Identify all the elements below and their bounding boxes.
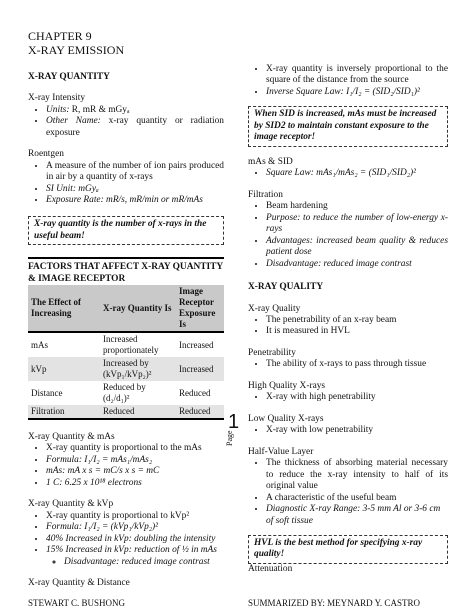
factors-heading: FACTORS THAT AFFECT X-RAY QUANTITY & IMAGE RECEPTOR bbox=[28, 257, 224, 285]
list-item: • X-ray quantity is proportional to kVp² bbox=[46, 511, 224, 522]
table-cell: Increased bbox=[179, 339, 214, 350]
list-item: • A characteristic of the useful beam bbox=[266, 493, 448, 504]
chapter-title: X-RAY EMISSION bbox=[28, 43, 125, 58]
table-cell: kVp bbox=[28, 357, 100, 381]
table-cell: Increased proportionately bbox=[103, 334, 159, 356]
roentgen-label: Roentgen bbox=[28, 149, 64, 160]
xray-quality-heading: X-RAY QUALITY bbox=[248, 282, 324, 293]
mas-sid-label: mAs & SID bbox=[248, 156, 293, 167]
table-row bbox=[28, 357, 224, 381]
footer-summarizer: SUMMARIZED BY: MEYNARD Y. CASTRO bbox=[248, 598, 420, 608]
roentgen-list bbox=[28, 161, 224, 207]
high-quality-list bbox=[248, 392, 448, 403]
list-item: ◦ Disadvantage: reduced image contrast bbox=[64, 557, 224, 568]
hvl-label: Half-Value Layer bbox=[248, 446, 314, 457]
list-item: • X-ray quantity is inversely proportional to the square of the distance from the source bbox=[266, 64, 448, 87]
page-label: Page bbox=[225, 430, 234, 446]
table-row bbox=[28, 381, 224, 405]
kvp-list bbox=[28, 511, 224, 568]
list-item: • The penetrability of an x-ray beam bbox=[266, 315, 448, 326]
table-cell: Reduced bbox=[100, 405, 176, 419]
table-cell: Reduced bbox=[176, 405, 224, 419]
table-row bbox=[28, 332, 224, 357]
table-cell: mAs bbox=[31, 339, 49, 350]
list-item: • Exposure Rate: mR/s, mR/min or mR/mAs bbox=[46, 195, 224, 206]
list-item: • mAs: mA x s = mC/s x s = mC bbox=[46, 466, 224, 477]
list-item: • Diagnostic X-ray Range: 3-5 mm Al or 3-6 cm of soft tissue bbox=[266, 504, 448, 527]
mas-list bbox=[28, 443, 224, 489]
list-item: • Beam hardening bbox=[266, 201, 448, 212]
list-item: • It is measured in HVL bbox=[266, 326, 448, 337]
low-quality-label: Low Quality X-rays bbox=[248, 413, 324, 424]
chapter-number: CHAPTER 9 bbox=[28, 29, 92, 43]
penetrability-list bbox=[248, 359, 448, 370]
table-header-row bbox=[28, 285, 224, 332]
list-item: • Square Law: mAs₁/mAs₂ = (SID₁/SID₂)² bbox=[266, 168, 448, 179]
filtration-label: Filtration bbox=[248, 189, 283, 200]
list-item: • 15% Increased in kVp: reduction of ½ in mAs ◦ Disadvantage: reduced image contrast bbox=[46, 545, 224, 568]
column-header: X-ray Quantity Is bbox=[100, 285, 176, 332]
table-cell: Increased bbox=[176, 357, 224, 381]
left-column bbox=[28, 0, 224, 590]
kvp-section-label: X-ray Quantity & kVp bbox=[28, 499, 114, 510]
list-item: • X-ray quantity is proportional to the mAs bbox=[46, 443, 224, 454]
list-item: • The ability of x-rays to pass through tissue bbox=[266, 359, 448, 370]
column-header: The Effect of Increasing bbox=[28, 285, 100, 332]
quality-label: X-ray Quality bbox=[248, 303, 301, 314]
list-item: • Formula: I₁/I₂ = mAs₁/mAs₂ bbox=[46, 455, 224, 466]
table-cell: Reduced bbox=[179, 387, 211, 398]
column-header: Image Receptor Exposure Is bbox=[176, 285, 224, 332]
mas-sid-list bbox=[248, 168, 448, 179]
sid-callout: When SID is increased, mAs must be increased by SID2 to maintain constant exposure to the image receptor! bbox=[248, 106, 448, 146]
list-item: • 40% Increased in kVp: doubling the intensity bbox=[46, 534, 224, 545]
attenuation-label: Attenuation bbox=[248, 563, 293, 574]
list-item: • Other Name: x-ray quantity or radiation exposure bbox=[46, 116, 224, 139]
quantity-callout: X-ray quantity is the number of x-rays in the useful beam! bbox=[28, 216, 224, 245]
table-cell: Distance bbox=[31, 387, 63, 398]
list-item: • 1 C: 6.25 x 10¹⁸ electrons bbox=[46, 478, 224, 489]
list-item: • Inverse Square Law: I₁/I₂ = (SID₂/SID₁)² bbox=[266, 87, 448, 98]
list-item: • Disadvantage: reduced image contrast bbox=[266, 259, 448, 270]
filtration-list bbox=[248, 201, 448, 270]
page-number: 1 bbox=[228, 411, 240, 433]
quality-list bbox=[248, 315, 448, 338]
list-item: • X-ray with high penetrability bbox=[266, 392, 448, 403]
table-cell: Increased by (kVp₁/kVp₂)² bbox=[100, 357, 176, 381]
hvl-callout: HVL is the best method for specifying x-ray quality! bbox=[248, 535, 448, 564]
list-item: • X-ray with low penetrability bbox=[266, 425, 448, 436]
isl-list bbox=[248, 64, 448, 98]
table-cell: Filtration bbox=[28, 405, 100, 419]
distance-section-label: X-ray Quantity & Distance bbox=[28, 578, 130, 589]
intensity-list bbox=[28, 105, 224, 139]
table-row bbox=[28, 405, 224, 419]
table-cell: Reduced by (d₂/d₁)² bbox=[103, 382, 146, 404]
footer-author: STEWART C. BUSHONG bbox=[28, 598, 126, 608]
list-item: • Advantages: increased beam quality & reduces patient dose bbox=[266, 236, 448, 259]
hvl-list bbox=[248, 458, 448, 527]
list-item: • Formula: I₁/I₂ = (kVp₁/kVp₂)² bbox=[46, 522, 224, 533]
penetrability-label: Penetrability bbox=[248, 347, 296, 358]
right-column bbox=[248, 0, 448, 575]
list-item: • SI Unit: mGyₐ bbox=[46, 184, 224, 195]
list-item: • The thickness of absorbing material necessary to reduce the x-ray intensity to half of its original value bbox=[266, 458, 448, 492]
list-item: • Units: R, mR & mGyₐ bbox=[46, 105, 224, 116]
low-quality-list bbox=[248, 425, 448, 436]
factors-table bbox=[28, 285, 224, 420]
list-item: • Purpose: to reduce the number of low-energy x-rays bbox=[266, 213, 448, 236]
mas-section-label: X-ray Quantity & mAs bbox=[28, 432, 115, 442]
intensity-label: X-ray Intensity bbox=[28, 93, 86, 104]
high-quality-label: High Quality X-rays bbox=[248, 380, 326, 391]
list-item: • A measure of the number of ion pairs produced in air by a quantity of x-rays bbox=[46, 161, 224, 184]
xray-quantity-heading: X-RAY QUANTITY bbox=[28, 71, 110, 82]
kvp-sublist bbox=[46, 557, 224, 568]
